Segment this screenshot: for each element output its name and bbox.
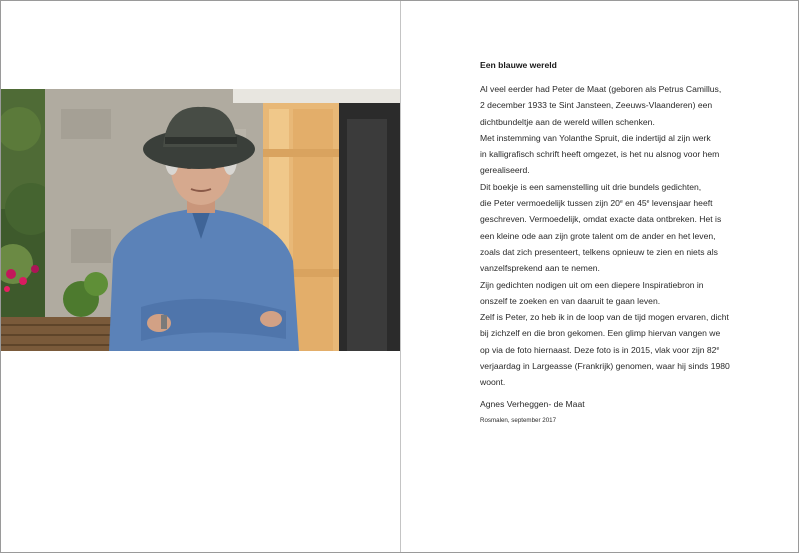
page-gutter xyxy=(400,1,401,552)
text-line: zoals dat zich presenteert, telkens opnieuw te zien en niets als xyxy=(480,246,718,257)
text-line: Met instemming van Yolanthe Spruit, die indertijd al zijn werk xyxy=(480,132,711,143)
text-line: Zelf is Peter, zo heb ik in de loop van de tijd mogen ervaren, dicht xyxy=(480,312,729,323)
text-line: woont. xyxy=(480,377,506,388)
text-line: Zijn gedichten nodigen uit om een diepere Inspiratiebron in xyxy=(480,279,704,290)
text-line: gerealiseerd. xyxy=(480,165,530,176)
section-heading: Een blauwe wereld xyxy=(480,60,557,70)
text-line: dichtbundeltje aan de wereld willen schenken. xyxy=(480,116,655,127)
place-date: Rosmalen, september 2017 xyxy=(480,416,557,424)
text-line: op via de foto hiernaast. Deze foto is in 2015, vlak voor zijn 82e xyxy=(480,344,720,355)
text-line: bij zichzelf en die bron gekomen. Een glimp hiervan vangen we xyxy=(480,328,721,339)
author-signature: Agnes Verheggen- de Maat xyxy=(480,398,585,409)
text-line: 2 december 1933 te Sint Jansteen, Zeeuws-Vlaanderen) een xyxy=(480,100,713,111)
text-line: Dit boekje is een samenstelling uit drie bundels gedichten, xyxy=(480,181,702,192)
text-line: verjaardag in Largeasse (Frankrijk) genomen, waar hij sinds 1980 xyxy=(480,361,730,372)
text-line: onszelf te zoeken en van daaruit te gaan leven. xyxy=(480,295,661,306)
text-line: die Peter vermoedelijk tussen zijn 20e en 45e levensjaar heeft xyxy=(480,198,713,209)
text-line: in kalligrafisch schrift heeft omgezet, is het nu alsnog voor hem xyxy=(480,149,720,160)
text-line: een kleine ode aan zijn grote talent om de ander en het leven, xyxy=(480,230,716,241)
text-line: geschreven. Vermoedelijk, omdat exacte data ontbreken. Het is xyxy=(480,214,722,225)
text-line: vanzelfsprekend aan te nemen. xyxy=(480,263,600,274)
text-line: Al veel eerder had Peter de Maat (geboren als Petrus Camillus, xyxy=(480,84,722,94)
portrait-photo xyxy=(1,89,400,351)
foreword-text xyxy=(480,59,742,426)
